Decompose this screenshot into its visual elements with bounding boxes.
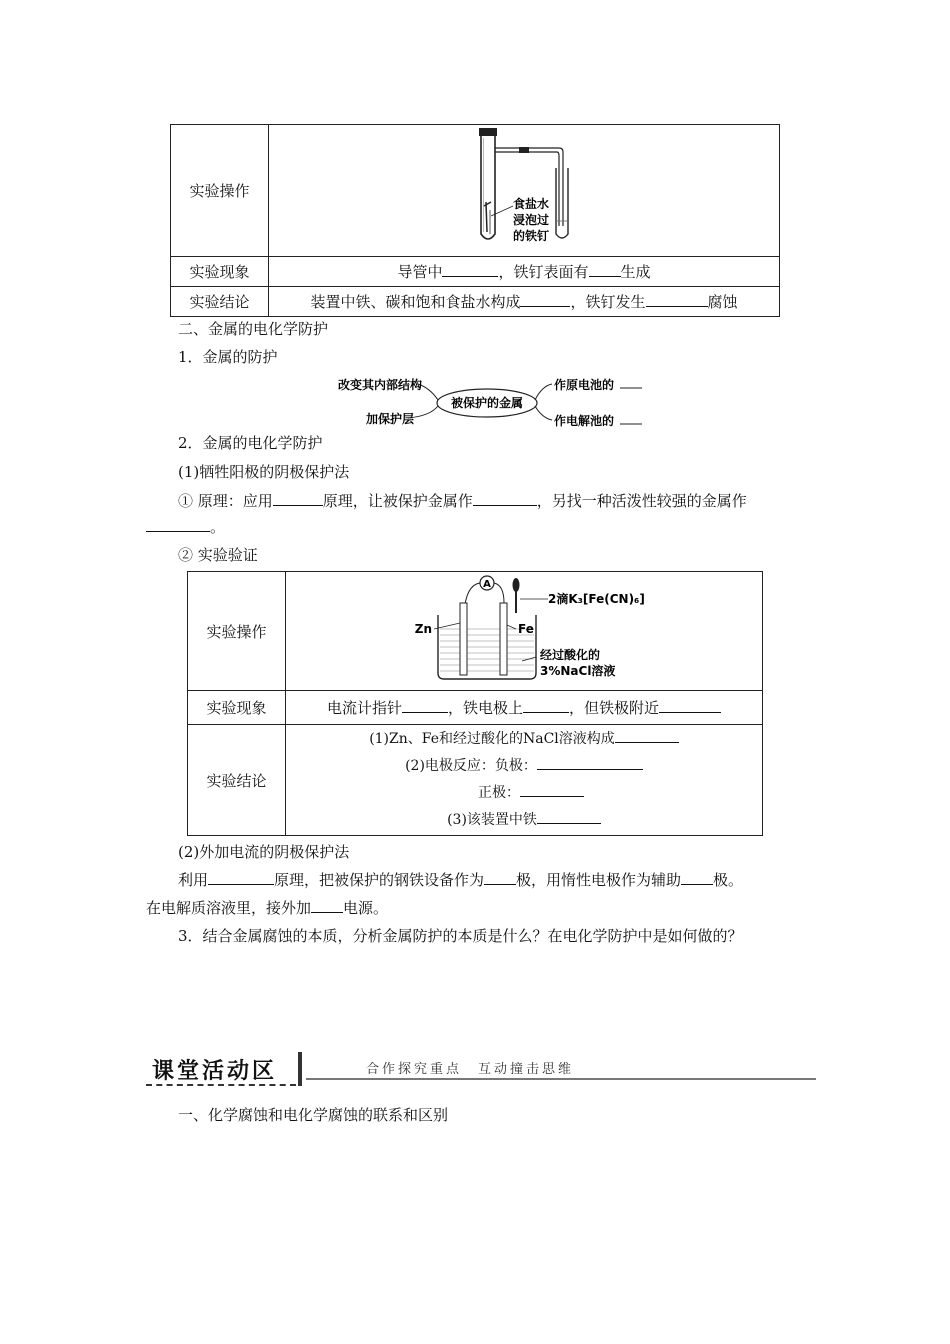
subsection-title: (1)牺牲阳极的阴极保护法: [178, 463, 350, 481]
solution-label-1: 经过酸化的: [540, 647, 601, 662]
table1-diagram-cell: [269, 125, 780, 257]
blank[interactable]: [208, 870, 274, 885]
sub2-line-2: [146, 897, 388, 918]
mindmap-left-bottom: 加保护层: [366, 412, 415, 426]
zn-fe-cell-diagram: [286, 573, 762, 690]
mindmap-right-bottom: 作电解池的: [554, 414, 615, 428]
diagram-label-iron-nail: 的铁钉: [513, 228, 550, 243]
table2-phenomenon-cell: [286, 691, 763, 725]
concl-text-1: (1)Zn、Fe和经过酸化的NaCl溶液构成: [369, 731, 615, 747]
blank[interactable]: [589, 262, 621, 277]
blank[interactable]: [473, 491, 537, 506]
banner-underline: [146, 1084, 296, 1086]
protection-mindmap: [330, 372, 660, 434]
item-title: 2．金属的电化学防护: [178, 434, 323, 452]
table1-phenom-text-c: 生成: [620, 263, 651, 281]
phenom-text-c: ，但铁极附近: [569, 699, 660, 717]
experiment-table-1: [170, 124, 780, 317]
question-3: 3．结合金属腐蚀的本质，分析金属防护的本质是什么？在电化学防护中是如何做的？: [178, 927, 743, 945]
principle-line: [178, 490, 747, 511]
blank[interactable]: [646, 292, 708, 307]
mindmap-right-top: 作原电池的: [554, 378, 615, 392]
blank[interactable]: [537, 809, 601, 824]
banner-subtitle: 合作探究重点 互动撞击思维: [366, 1062, 575, 1077]
principle-end: 。: [210, 518, 226, 536]
table1-label-conclusion: 实验结论: [171, 287, 269, 317]
principle-line-2: [146, 516, 225, 537]
test-tube-apparatus-diagram: [269, 126, 779, 256]
table1-concl-text-b: ，铁钉发生: [570, 293, 646, 311]
blank[interactable]: [615, 728, 679, 743]
conclusion-line-3: [286, 780, 762, 807]
sub2-text-f: 电源。: [343, 899, 389, 917]
reagent-label: 2滴K₃[Fe(CN)₆]: [548, 591, 645, 606]
zn-label: Zn: [414, 621, 432, 636]
section-title: 二、金属的电化学防护: [178, 320, 329, 338]
principle-text-b: 原理，让被保护金属作: [322, 492, 473, 510]
table2-label-operation: 实验操作: [188, 572, 286, 691]
blank[interactable]: [146, 517, 210, 532]
blank[interactable]: [484, 870, 516, 885]
mindmap-left-top: 改变其内部结构: [338, 378, 423, 392]
conclusion-line-1: [286, 726, 762, 753]
blank[interactable]: [537, 755, 643, 770]
concl-text-3: 正极：: [478, 785, 520, 801]
table1-label-operation: 实验操作: [171, 125, 269, 257]
blank[interactable]: [520, 292, 570, 307]
blank[interactable]: [273, 491, 323, 506]
table2-label-phenomenon: 实验现象: [188, 691, 286, 725]
solution-label-2: 3%NaCl溶液: [540, 663, 616, 678]
phenom-text-b: ，铁电极上: [447, 699, 523, 717]
section-title: 一、化学腐蚀和电化学腐蚀的联系和区别: [178, 1106, 449, 1124]
blank[interactable]: [523, 698, 569, 713]
sub2-text-d: 极。: [713, 871, 744, 889]
section-banner: [146, 1050, 816, 1090]
diagram-label-soaked: 浸泡过: [513, 212, 550, 227]
principle-text-a: ① 原理：应用: [178, 492, 273, 510]
blank[interactable]: [520, 782, 584, 797]
subsection-title: (2)外加电流的阴极保护法: [178, 843, 350, 861]
experiment-table-2: [187, 571, 763, 836]
table2-diagram-cell: [286, 572, 763, 691]
concl-text-4: (3)该装置中铁: [447, 812, 537, 828]
blank[interactable]: [311, 898, 343, 913]
table1-phenomenon-cell: [269, 257, 780, 287]
conclusion-line-4: [286, 807, 762, 834]
diagram-label-saltwater: 食盐水: [513, 196, 550, 211]
blank[interactable]: [659, 698, 721, 713]
item-title: 1．金属的防护: [178, 348, 278, 366]
principle-text-c: ，另找一种活泼性较强的金属作: [536, 492, 747, 510]
table1-phenom-text-a: 导管中: [397, 263, 443, 281]
sub2-text-c: 极，用惰性电极作为辅助: [516, 871, 682, 889]
sub2-line-1: [178, 869, 743, 890]
concl-text-2: (2)电极反应：负极：: [405, 758, 537, 774]
galvanometer-label: A: [483, 578, 491, 590]
banner-divider: [298, 1052, 302, 1086]
blank[interactable]: [681, 870, 713, 885]
table1-concl-text-c: 腐蚀: [707, 293, 738, 311]
table1-conclusion-cell: [269, 287, 780, 317]
mindmap-center: 被保护的金属: [450, 396, 524, 410]
phenom-text-a: 电流计指针: [326, 699, 402, 717]
table1-phenom-text-b: ，铁钉表面有: [498, 263, 589, 281]
table1-concl-text-a: 装置中铁、碳和饱和食盐水构成: [310, 293, 521, 311]
sub2-text-a: 利用: [178, 871, 209, 889]
fe-label: Fe: [518, 621, 534, 636]
table2-label-conclusion: 实验结论: [188, 725, 286, 836]
banner-rule: [306, 1078, 816, 1080]
table1-label-phenomenon: 实验现象: [171, 257, 269, 287]
blank[interactable]: [442, 262, 498, 277]
verify-title: ② 实验验证: [178, 546, 258, 564]
blank[interactable]: [402, 698, 448, 713]
banner-title: 课堂活动区: [152, 1059, 278, 1084]
table2-conclusion-cell: [286, 725, 763, 836]
sub2-text-b: 原理，把被保护的钢铁设备作为: [274, 871, 485, 889]
sub2-text-e: 在电解质溶液里，接外加: [146, 899, 312, 917]
conclusion-line-2: [286, 753, 762, 780]
